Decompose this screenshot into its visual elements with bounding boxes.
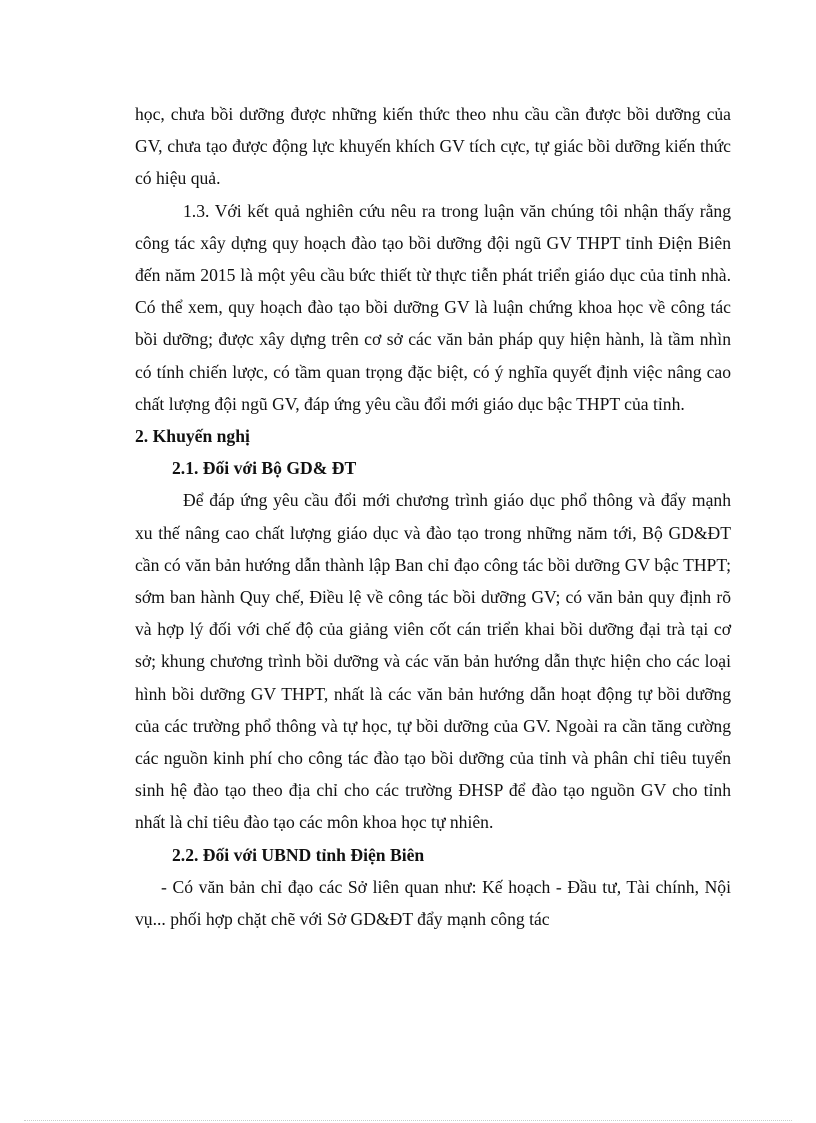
paragraph-continued: học, chưa bồi dưỡng được những kiến thức theo nhu cầu cần được bồi dưỡng của GV, chưa tạo được động lực khuyến khích GV tích cực, tự giác bồi dưỡng kiến thức có hiệu quả. <box>135 104 731 189</box>
paragraph-1-3: 1.3. Với kết quả nghiên cứu nêu ra trong luận văn chúng tôi nhận thấy rằng công tác xây dựng quy hoạch đào tạo bồi dưỡng đội ngũ GV THPT tỉnh Điện Biên đến năm 2015 là một yêu cầu bức thiết từ thực tiễn phát triển giáo dục của tỉnh nhà. Có thể xem, quy hoạch đào tạo bồi dưỡng GV là luận chứng khoa học về công tác bồi dưỡng; được xây dựng trên cơ sở các văn bản pháp quy hiện hành, là tầm nhìn có tính chiến lược, có tầm quan trọng đặc biệt, có ý nghĩa quyết định việc nâng cao chất lượng đội ngũ GV, đáp ứng yêu cầu đổi mới giáo dục bậc THPT của tỉnh. <box>135 200 731 414</box>
paragraph-provincial-committee: - Có văn bản chỉ đạo các Sở liên quan như: Kế hoạch - Đầu tư, Tài chính, Nội vụ... phối hợp chặt chẽ với Sở GD&ĐT đẩy mạnh công tác <box>135 876 731 930</box>
section-heading-recommendations: 2. Khuyến nghị <box>135 426 250 447</box>
paragraph-ministry: Để đáp ứng yêu cầu đổi mới chương trình giáo dục phổ thông và đẩy mạnh xu thế nâng cao chất lượng giáo dục và đào tạo trong những năm tới, Bộ GD&ĐT cần có văn bản hướng dẫn thành lập Ban chỉ đạo công tác bồi dưỡng GV bậc THPT; sớm ban hành Quy chế, Điều lệ về công tác bồi dưỡng GV; có văn bản quy định rõ và hợp lý đối với chế độ của giảng viên cốt cán triển khai bồi dưỡng đại trà tại cơ sở; khung chương trình bồi dưỡng và các văn bản hướng dẫn thực hiện cho các loại hình bồi dưỡng GV THPT, nhất là các văn bản hướng dẫn hoạt động tự bồi dưỡng của các trường phổ thông và tự học, tự bồi dưỡng của GV. Ngoài ra cần tăng cường các nguồn kinh phí cho công tác đào tạo bồi dưỡng của tỉnh và phân chỉ tiêu tuyển sinh hệ đào tạo theo địa chỉ cho các trường ĐHSP để đào tạo nguồn GV cho tỉnh nhất là chỉ tiêu đào tạo các môn khoa học tự nhiên. <box>135 490 731 833</box>
page-bottom-rule <box>24 1120 792 1121</box>
subsection-heading-provincial-committee: 2.2. Đối với UBND tỉnh Điện Biên <box>172 844 425 865</box>
subsection-heading-ministry: 2.1. Đối với Bộ GD& ĐT <box>172 458 357 479</box>
document-body <box>135 98 731 935</box>
